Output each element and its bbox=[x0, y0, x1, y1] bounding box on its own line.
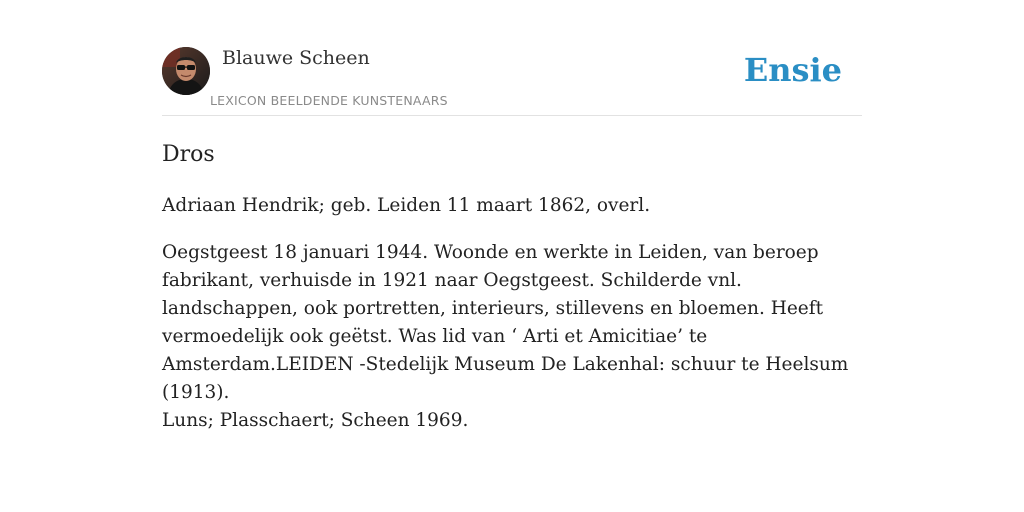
header bbox=[162, 0, 862, 116]
entry-title: Dros bbox=[162, 142, 215, 167]
author-avatar[interactable] bbox=[162, 47, 210, 95]
author-name[interactable]: Blauwe Scheen bbox=[222, 47, 370, 69]
avatar-photo-icon bbox=[162, 47, 210, 95]
entry-paragraph-2: Oegstgeest 18 januari 1944. Woonde en werkte in Leiden, van beroep fabrikant, verhuisde in 1921 naar Oegstgeest. Schilderde vnl. landschappen, ook portretten, interieurs, stillevens en bloemen. Heeft vermoedelijk ook geëtst. Was lid van ‘ Arti et Amicitiae’ te Amsterdam.LEIDEN -Stedelijk Museum De Lakenhal: schuur te Heelsum (1913). bbox=[162, 242, 849, 403]
entry-paragraph-1: Adriaan Hendrik; geb. Leiden 11 maart 1862, overl. bbox=[162, 195, 651, 216]
entry-sources: Luns; Plasschaert; Scheen 1969. bbox=[162, 410, 469, 431]
brand-logo[interactable]: Ensie bbox=[743, 51, 842, 89]
page bbox=[162, 0, 862, 512]
publication-label[interactable]: LEXICON BEELDENDE KUNSTENAARS bbox=[210, 93, 448, 108]
